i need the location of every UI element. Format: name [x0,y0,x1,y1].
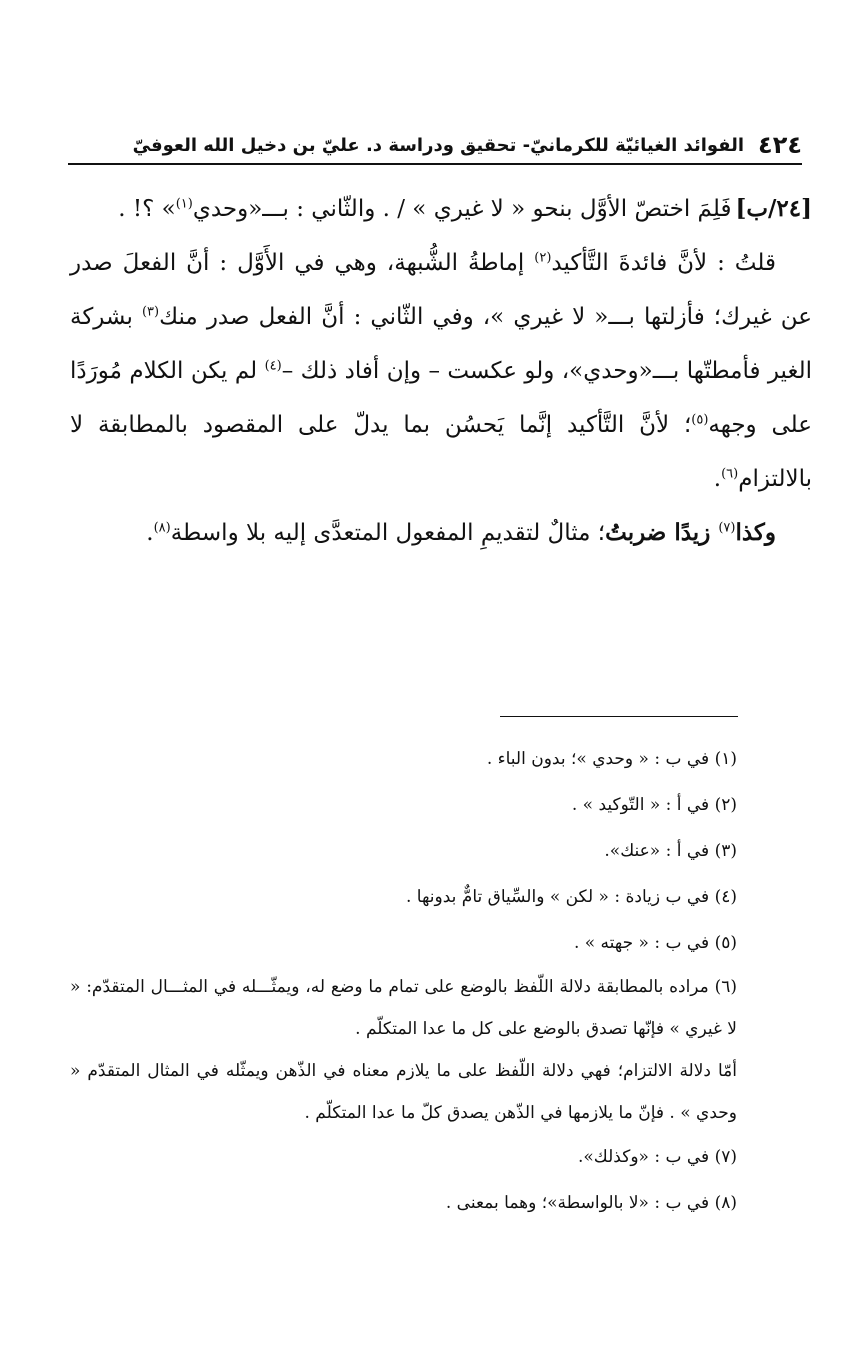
footnote-ref-8: (٨) [153,520,171,536]
footnote-6: (٦) مراده بالمطابقة دلالة اللّفظ بالوضع على تمام ما وضع له، ويمثّـــله في المثـــال المتقدّم: « لا غيري » فإنّها تصدق بالوضع على كل ما عدا المتكلّم . [70,977,737,1039]
footnote-ref-5: (٥) [691,412,709,428]
footnote-7: (٧) في ب : «وكذلك». [578,1147,737,1167]
footnote-ref-7: (٧) [718,520,736,536]
paragraph-3: وكذا$^{(٧)}$ زيدًا ضربتُ؛ مثالٌ لتقديمِ المفعول المتعدَّى إليه بلا واسطة$^{(٨)}$. [146,519,776,546]
main-text [70,182,812,560]
page-number: ٤٢٤ [758,131,802,159]
footnote-separator [500,716,738,717]
footnote-ref-4: (٤) [264,358,282,374]
footnote-ref-3: (٣) [141,304,160,320]
paragraph-2: قلتُ : لأنَّ فائدةَ التَّأكيد$^{(٢)}$ إماطةُ الشُّبهة، وهي في الأَوَّل : أنَّ الفعلَ صدر عن غيرك؛ فأزلتها بـــ« لا غيري »، وفي الثّاني : أنَّ الفعل صدر منك$^{(٣)}$ بشركة الغير فأمطتّها بـــ«وحدي»، ولو عكست – وإن أفاد ذلك –$^{(٤)}$ لم يكن الكلام مُورَدًا على وجهه$^{(٥)}$؛ لأنَّ التَّأكيد إنَّما يَحسُن بما يدلّ على المقصود بالمطابقة لا بالالتزام$^{(٦)}$. [70,250,813,492]
footnotes [70,736,737,1226]
footnote-4: (٤) في ب زيادة : « لكن » والسِّياق تامٌّ بدونها . [405,887,737,907]
footnote-8: (٨) في ب : «لا بالواسطة»؛ وهما بمعنى . [445,1193,737,1213]
footnote-6-continued: أمّا دلالة الالتزام؛ فهي دلالة اللّفظ على ما يلازم معناه في الذّهن ويمثّله في المثال المتقدّم « وحدي » . فإنّ ما يلازمها في الذّهن يصدق كلّ ما عدا المتكلّم . [70,1061,737,1123]
header-rule [68,163,802,165]
footnote-1: (١) في ب : « وحدي »؛ بدون الباء . [486,749,737,769]
paragraph-1: [٢٤/ب]فَلِمَ اختصّ الأوَّل بنحو « لا غيري » / . والثّاني : بـــ«وحدي$^{(١)}$» ؟! . [118,195,812,222]
footnote-ref-2: (٢) [534,250,552,266]
running-title: الفوائد الغيائيّة للكرمانيّ- تحقيق ودراسة د. عليّ بن دخيل الله العوفيّ [132,134,745,156]
folio-marker: [٢٤/ب] [735,195,812,222]
running-header [70,128,802,162]
footnote-ref-1: (١) [175,196,193,212]
footnote-2: (٢) في أ : « التّوكيد » . [571,795,737,815]
footnote-5: (٥) في ب : « جهته » . [573,933,737,953]
footnote-3: (٣) في أ : «عنك». [604,841,737,861]
footnote-ref-6: (٦) [721,466,739,482]
